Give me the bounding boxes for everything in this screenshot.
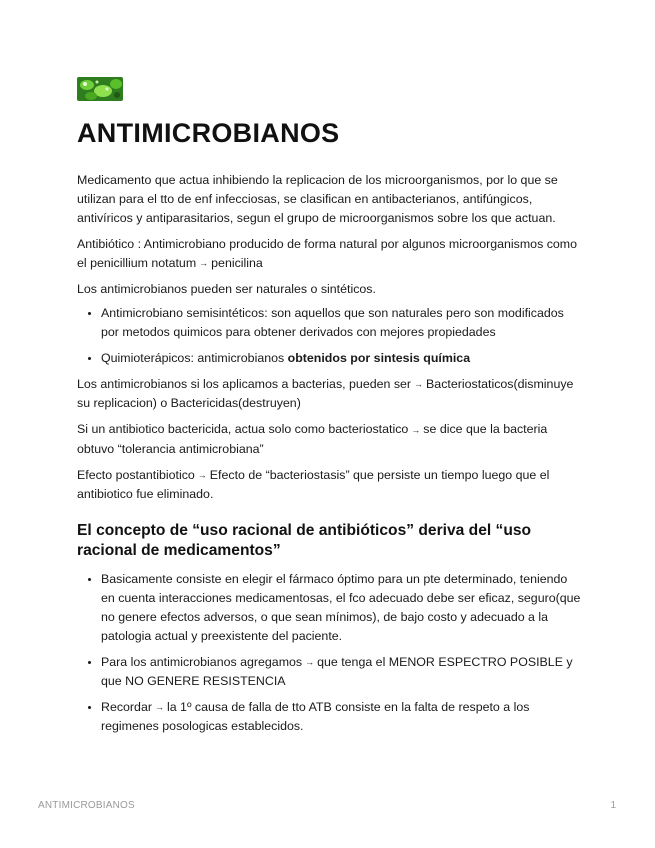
- antibiotico-result: penicilina: [211, 256, 263, 270]
- tolerancia-paragraph: [77, 420, 582, 458]
- arrow-right-icon: →: [414, 379, 424, 390]
- arrow-right-icon: →: [305, 657, 315, 668]
- antibiotico-paragraph: [77, 235, 582, 273]
- list-item: [101, 304, 582, 342]
- bacterias-result: Bacteriostaticos(disminuye su replicacion) o Bactericidas(destruyen): [77, 377, 574, 411]
- document-body: [77, 118, 582, 743]
- postantibiotico-result: Efecto de “bacteriostasis” que persiste un tiempo luego que el antibiotico fue eliminado.: [77, 467, 550, 501]
- intro-paragraph: Medicamento que actua inhibiendo la replicacion de los microorganismos, por lo que se utilizan para el tto de enf infecciosas, se clasifican en antibacterianos, antifúngicos, antivíricos y antiparasitarios, segun el grupo de microorganismos sobre los que actuan.: [77, 173, 558, 225]
- antibiotico-text: Antibiótico : Antimicrobiano producido de forma natural por algunos microorganismos como el penicillium notatum: [77, 237, 578, 270]
- section-heading: El concepto de “uso racional de antibióticos” deriva del “uso racional de medicamentos”: [77, 521, 532, 559]
- list-item: [101, 698, 582, 736]
- page-number: 1: [610, 800, 616, 811]
- agregamos-text: Para los antimicrobianos agregamos: [101, 654, 303, 669]
- bacteria-image-icon: [77, 77, 123, 101]
- arrow-right-icon: →: [411, 424, 421, 435]
- uso-racional-list: [77, 570, 582, 736]
- types-list: [77, 304, 582, 368]
- postantibiotico-paragraph: [77, 466, 582, 504]
- naturales-paragraph: Los antimicrobianos pueden ser naturales o sintéticos.: [77, 282, 376, 297]
- tolerancia-result: se dice que la bacteria obtuvo “tolerancia antimicrobiana”: [77, 422, 548, 456]
- footer-title: ANTIMICROBIANOS: [38, 800, 135, 811]
- uso-racional-text: Basicamente consiste en elegir el fármaco óptimo para un pte determinado, teniendo en cuenta interacciones medicamentosas, el fco adecuado debe ser eficaz, seguro(que no genere efectos adversos, o que sean mínimos), de bajo costo y adecuado a la patologia actual y preexistente del paciente.: [101, 571, 581, 643]
- recordar-result: la 1º causa de falla de tto ATB consiste en la falta de respeto a los regimenes posologicas establecidos.: [101, 700, 530, 734]
- bacterias-text: Los antimicrobianos si los aplicamos a bacterias, pueden ser: [77, 377, 412, 392]
- semisinteticos-text: Antimicrobiano semisintéticos: son aquellos que son naturales pero son modificados por metodos quimicos para obtener derivados con mejores propiedades: [101, 306, 564, 340]
- list-item: [101, 653, 582, 691]
- arrow-right-icon: →: [154, 702, 164, 713]
- arrow-right-icon: →: [199, 258, 209, 269]
- postantibiotico-text: Efecto postantibiotico: [77, 467, 195, 482]
- tolerancia-text: Si un antibiotico bactericida, actua solo como bacteriostatico: [77, 422, 409, 437]
- agregamos-result: que tenga el MENOR ESPECTRO POSIBLE y que NO GENERE RESISTENCIA: [101, 654, 573, 689]
- recordar-text: Recordar: [101, 700, 152, 715]
- bacterias-paragraph: [77, 375, 582, 413]
- arrow-right-icon: →: [197, 469, 207, 480]
- list-item: [101, 349, 582, 368]
- quimioterapicos-text: Quimioterápicos: antimicrobianos: [101, 351, 288, 366]
- quimioterapicos-bold: obtenidos por sintesis química: [287, 351, 471, 366]
- page-title: ANTIMICROBIANOS: [77, 118, 340, 148]
- list-item: [101, 570, 582, 646]
